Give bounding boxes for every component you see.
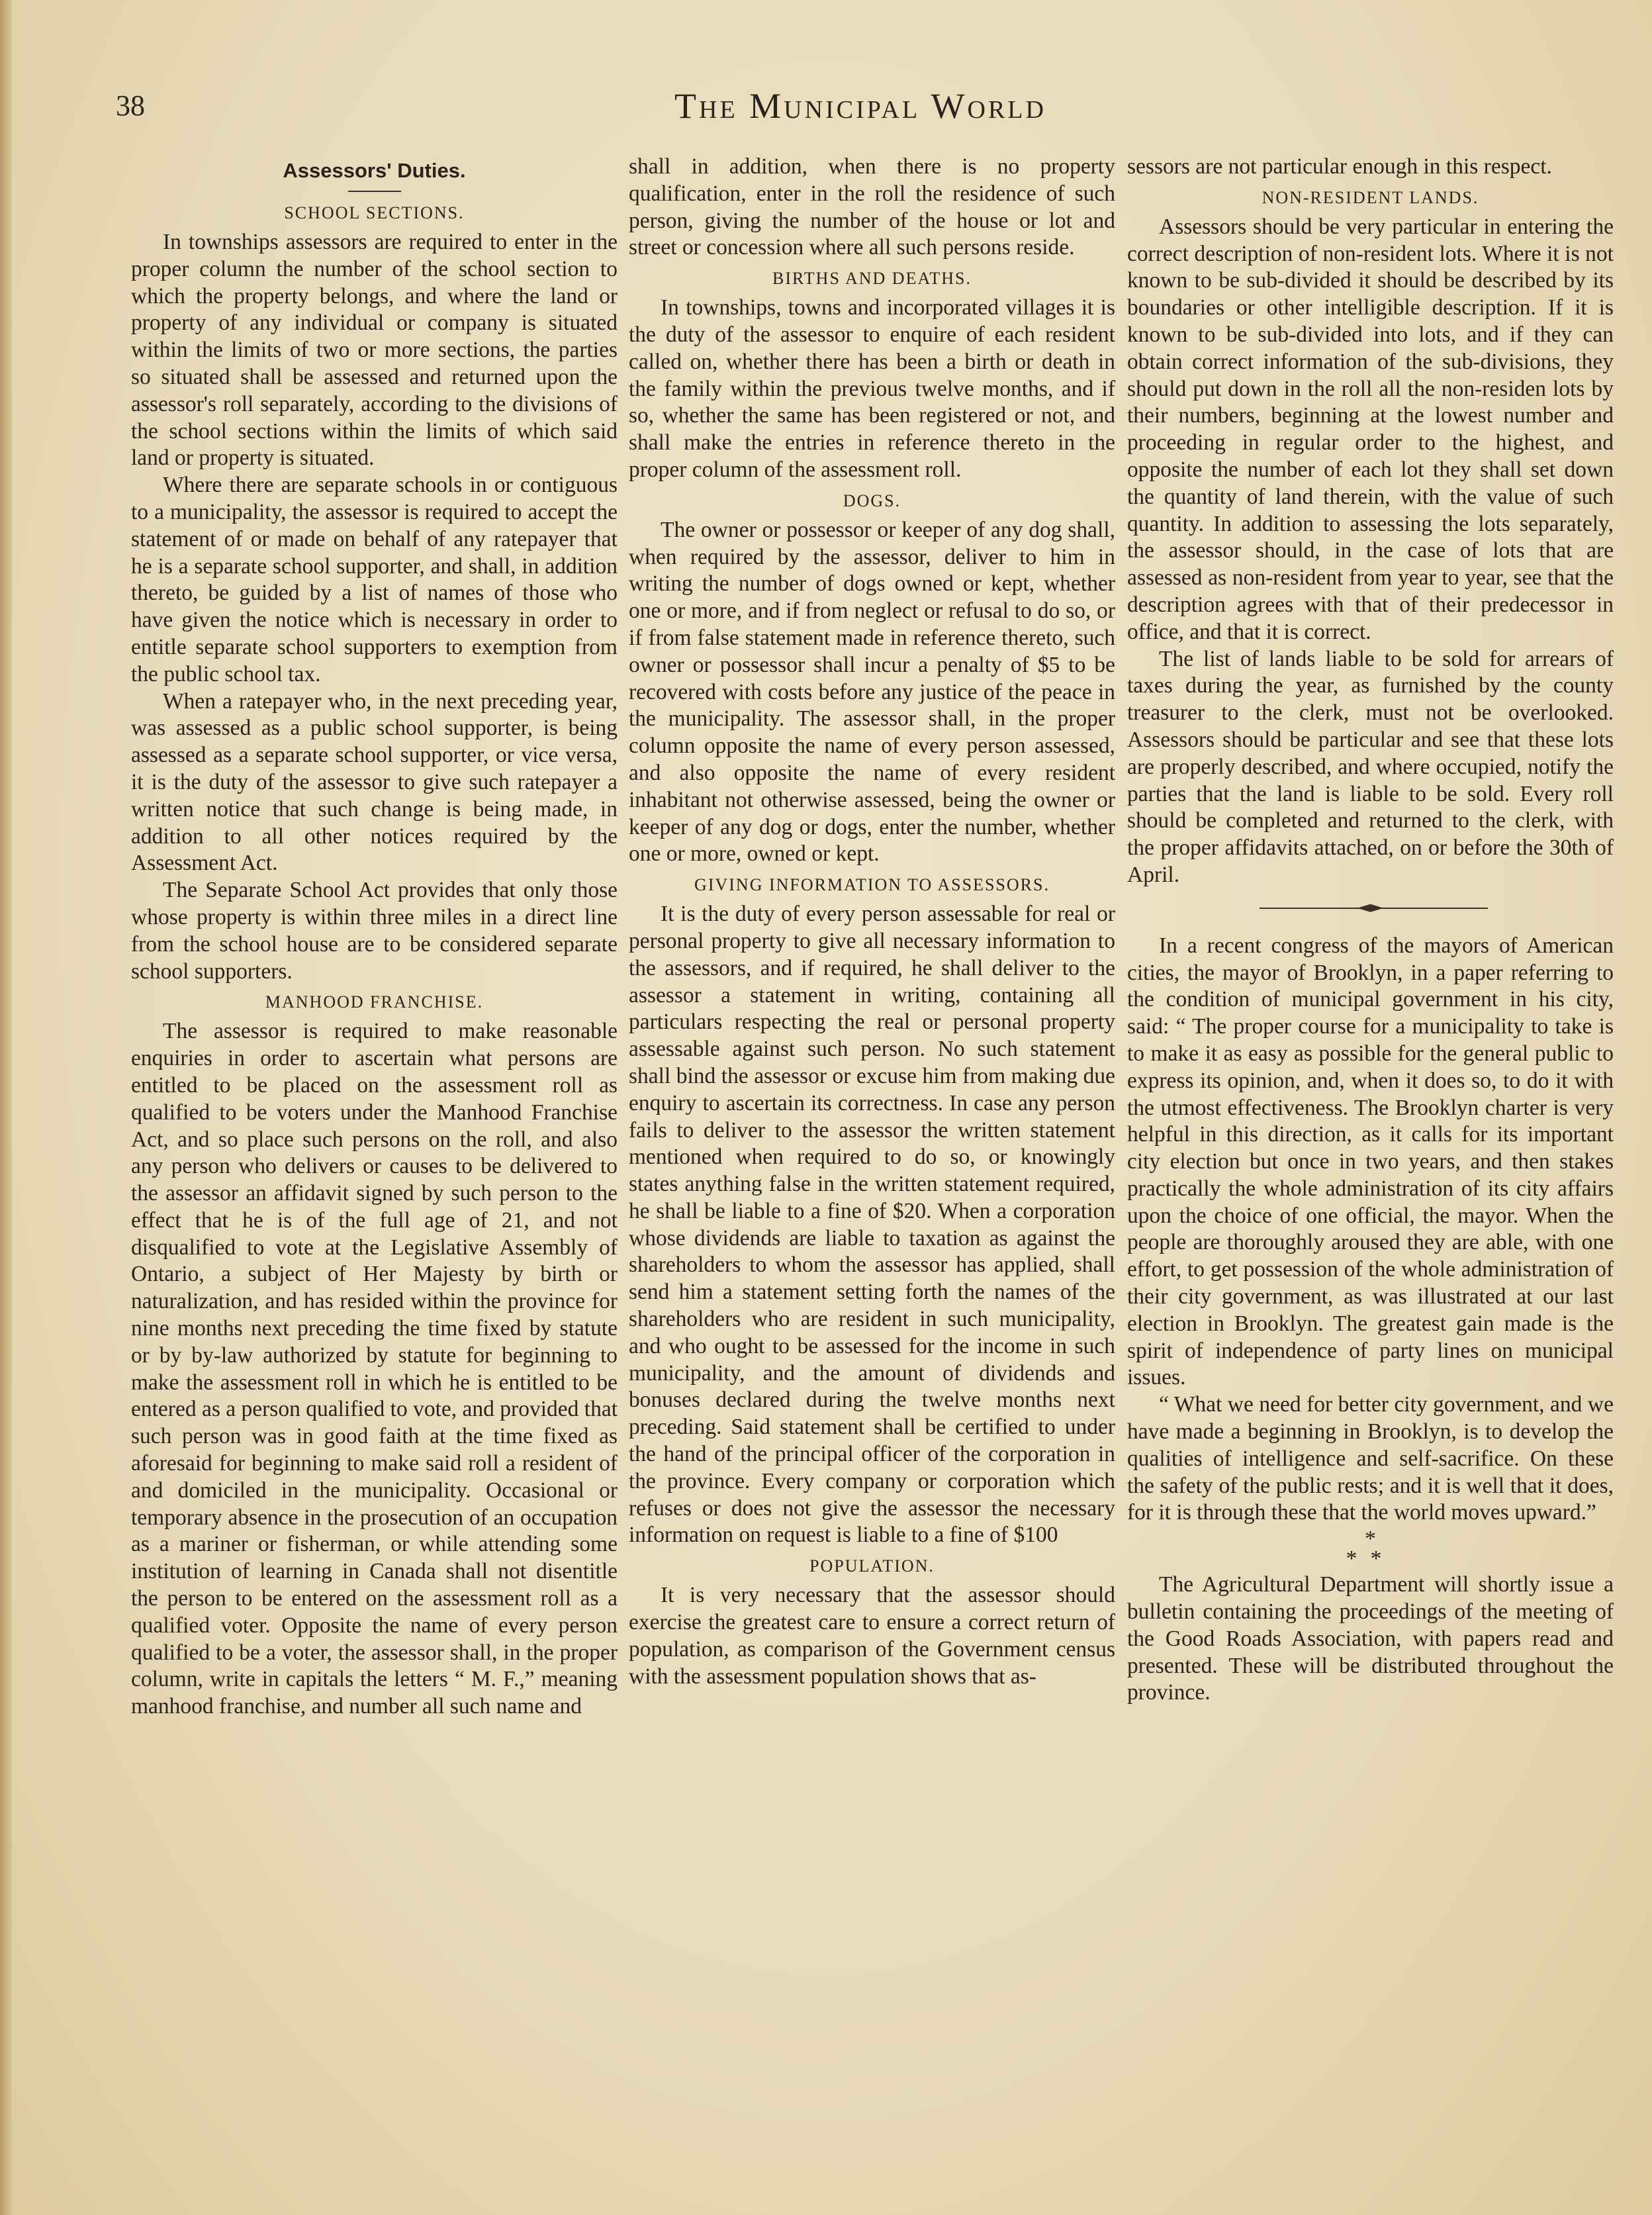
subheading-population: POPULATION. bbox=[809, 1556, 935, 1576]
subheading-school-sections: SCHOOL SECTIONS. bbox=[284, 203, 465, 222]
paragraph: It is the duty of every person assessable for real or personal property to give all necessary information to the assessors, and if required, he shall deliver to the assessor a statement in writing, containing all particulars respecting the real or personal property assessable against such person. No such statement shall bind the assessor or excuse him from making due enquiry to ascertain its correctness. In case any person fails to deliver to the assessor the written statement mentioned when required to do so, or knowingly states anything false in the written statement required, he shall be liable to a fine of $20. When a corporation whose dividends are liable to taxation as against the shareholders to whom the assessor has applied, shall send him a statement setting forth the names of the shareholders who are resident in such municipality, and who ought to be assessed for the income in such municipality, and the amount of dividends and bonuses declared during the twelve months next preceding. Said statement shall be certified to under the hand of the principal officer of the corporation in the province. Every company or corporation which refuses or does not give the assessor the necessary information on request is liable to a fine of $100 bbox=[629, 902, 1115, 1548]
paragraph: In townships, towns and incorporated villages it is the duty of the assessor to enquire of each resident called on, whether there has been a birth or death in the family within the previous twelve months, and if so, whether the same has been registered or not, and shall make the entries in reference thereto in the proper column of the assessment roll. bbox=[629, 295, 1115, 482]
subheading-births-deaths: BIRTHS AND DEATHS. bbox=[772, 269, 972, 289]
asterism bbox=[1127, 1527, 1614, 1572]
column-2 bbox=[629, 154, 1115, 1690]
masthead-title: The Municipal World bbox=[674, 86, 1046, 126]
section-divider bbox=[1127, 901, 1614, 916]
paragraph: The owner or possessor or keeper of any dog shall, when required by the assessor, deliver to him in writing the number of dogs owned or kept, whether one or more, and if from neglect or refusal to do so, or if from false statement made in reference thereto, such owner or possessor shall incur a penalty of $5 to be recovered with costs before any justice of the peace in the municipality. The assessor shall, in the proper column opposite the name of every person assessed, and also opposite the name of every resident inhabitant not otherwise assessed, being the owner or keeper of any dog or dogs, enter the number, whether one or more, owned or kept. bbox=[629, 517, 1115, 867]
asterism-top: * bbox=[1365, 1527, 1376, 1552]
paragraph: When a ratepayer who, in the next preceding year, was assessed as a public school supporter, is being assessed as a separate school supporter, or vice versa, it is the duty of the assessor to give such ratepayer a written notice that such change is being made, in addition to all other notices required by the Assessment Act. bbox=[131, 688, 618, 876]
paragraph: Assessors should be very particular in entering the correct description of non-resident lots. Where it is not known to be sub-divided it should be described by its boundaries or other intelligible description. If it is known to be sub-divided into lots, and if they can obtain correct information of the sub-divisions, they should put down in the roll all the non-residen lots by their numbers, beginning at the lowest number and proceeding in regular order to the highest, and opposite the number of each lot they shall set down the quantity of land therein, with the value of such quantity. In addition to assessing the lots separately, the assessor should, in the case of lots that are assessed as non-resident from year to year, see that the description agrees with that of their predecessor in office, and that it is correct. bbox=[1127, 214, 1614, 644]
subheading-manhood-franchise: MANHOOD FRANCHISE. bbox=[265, 992, 484, 1012]
column-3 bbox=[1127, 154, 1614, 1707]
page-binding-edge bbox=[0, 0, 12, 2215]
divider-ornament bbox=[1357, 904, 1384, 912]
paragraph: The list of lands liable to be sold for arrears of taxes during the year, as furnished by the county treasurer to the clerk, must not be overlooked. Assessors should be particular and see that these lots are properly described, and where occupied, notify the parties that the land is liable to be sold. Every roll should be completed and returned to the clerk, with the proper affidavits attached, on or before the 30th of April. bbox=[1127, 646, 1614, 887]
subheading-non-resident-lands: NON-RESIDENT LANDS. bbox=[1262, 187, 1479, 207]
paragraph: “ What we need for better city government, and we have made a beginning in Brooklyn, is to develop the qualities of intelligence and self-sacrifice. On these the safety of the public rests; and it is well that it does, for it is through these that the world moves upward.” bbox=[1127, 1392, 1614, 1525]
subheading-giving-information: GIVING INFORMATION TO ASSESSORS. bbox=[694, 875, 1050, 895]
page-number: 38 bbox=[116, 89, 145, 122]
paragraph: In a recent congress of the mayors of American cities, the mayor of Brooklyn, in a paper referring to the condition of municipal government in his city, said: “ The proper course for a municipality to take is to make it as easy as possible for the general public to express its opinion, and, when it does so, to do it with the utmost effectiveness. The Brooklyn charter is very helpful in this direction, as it calls for its important city election but once in two years, and then stakes practically the whole administration of its city affairs upon the choice of one official, the mayor. When the people are thoroughly aroused they are able, with one effort, to get possession of the whole administration of their city government, as was illustrated at our last election in Brooklyn. The greatest gain made is the spirit of independence of party lines on municipal issues. bbox=[1127, 933, 1614, 1390]
paragraph: The Agricultural Department will shortly issue a bulletin containing the proceedings of the meeting of the Good Roads Association, with papers read and presented. These will be distributed throughout the province. bbox=[1127, 1572, 1614, 1705]
paragraph: It is very necessary that the assessor should exercise the greatest care to ensure a correct return of population, as comparison of the Government census with the assessment population shows that as- bbox=[629, 1583, 1115, 1689]
asterism-bottom: ** bbox=[1346, 1546, 1395, 1572]
paragraph: sessors are not particular enough in this respect. bbox=[1127, 154, 1552, 179]
paragraph: The Separate School Act provides that only those whose property is within three miles in a direct line from the school house are to be considered separate school supporters. bbox=[131, 878, 618, 984]
paragraph: shall in addition, when there is no property qualification, enter in the roll the residence of such person, giving the number of the house or lot and street or concession where all such persons reside. bbox=[629, 154, 1115, 260]
article-title: Assessors' Duties. bbox=[283, 159, 466, 182]
paragraph: Where there are separate schools in or contiguous to a municipality, the assessor is required to accept the statement of or made on behalf of any ratepayer that he is a separate school supporter, and shall, in addition thereto, be guided by a list of names of those who have given the notice which is necessary in order to entitle separate school supporters to exemption from the public school tax. bbox=[131, 473, 618, 686]
paragraph: The assessor is required to make reasonable enquiries in order to ascertain what persons are entitled to be placed on the assessment roll as qualified to be voters under the Manhood Franchise Act, and so place such persons on the roll, and also any person who delivers or causes to be delivered to the assessor an affidavit signed by such person to the effect that he is of the full age of 21, and not disqualified to vote at the Legislative Assembly of Ontario, a subject of Her Majesty by birth or naturalization, and has resided within the province for nine months next preceding the time fixed by statute or by by-law authorized by statute for beginning to make the assessment roll in which he is entitled to be entered as a person qualified to vote, and provided that such person was in good faith at the time fixed as aforesaid for beginning to make said roll a resident of and domiciled in the municipality. Occasional or temporary absence in the prosecution of an occupation as a mariner or fisherman, or while attending some institution of learning in Canada shall not disentitle the person to be entered on the assessment roll as a qualified voter. Opposite the name of every person qualified to be a voter, the assessor shall, in the proper column, write in capitals the letters “ M. F.,” meaning manhood franchise, and number all such name and bbox=[131, 1019, 618, 1719]
subheading-dogs: DOGS. bbox=[843, 491, 901, 510]
page-header bbox=[116, 85, 1605, 138]
paragraph: In townships assessors are required to enter in the proper column the number of the school section to which the property belongs, and where the land or property of any individual or company is situated within the limits of two or more sections, the parties so situated shall be assessed and returned upon the assessor's roll separately, according to the divisions of the school sections within the limits of which said land or property is situated. bbox=[131, 230, 618, 471]
title-rule bbox=[348, 191, 401, 192]
column-1 bbox=[131, 154, 618, 1720]
